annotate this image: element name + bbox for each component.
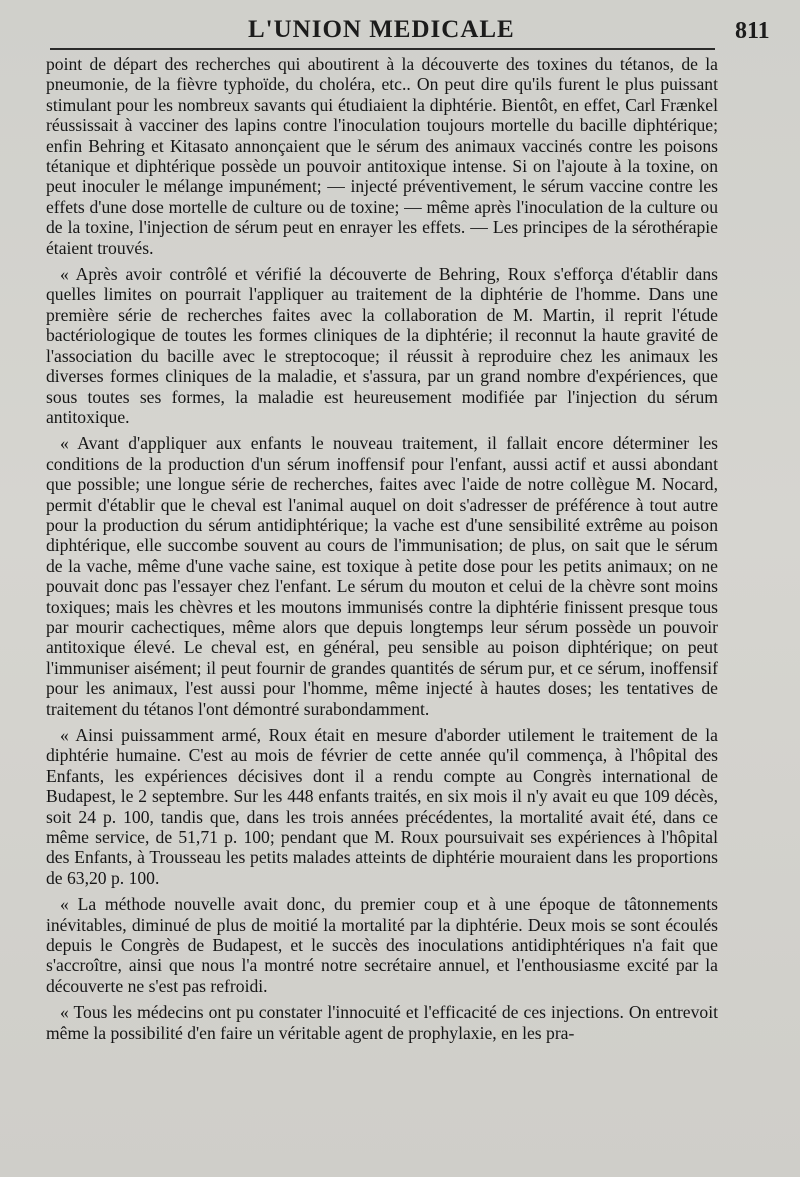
paragraph-1: point de départ des recherches qui aboutirent à la découverte des toxines du tétanos, de la pneumonie, de la fièvre typhoïde, du choléra, etc.. On peut dire qu'ils furent le plus puissant stimulant pour les nombreux savants qui étudiaient la diphtérie. Bientôt, en effet, Carl Frænkel réussissait à vacciner des lapins contre l'inoculation toujours mortelle du bacille diphtérique; enfin Behring et Kitasato annonçaient que le sérum des animaux vaccinés contre les poisons tétanique et diphtérique possède un pouvoir antitoxique intense. Si on l'ajoute à la toxine, on peut inoculer le mélange impunément; — injecté préventivement, le sérum vaccine contre les effets d'une dose mortelle de culture ou de toxine; — même après l'inoculation de la culture ou de la toxine, l'injection de sérum peut en enrayer les effets. — Les principes de la sérothérapie étaient trouvés. (46, 54, 718, 258)
article-body (46, 54, 718, 1043)
header-rule (50, 48, 715, 50)
running-head (0, 14, 800, 48)
paragraph-5: « La méthode nouvelle avait donc, du premier coup et à une époque de tâtonnements inévitables, diminué de plus de moitié la mortalité par la diphtérie. Deux mois se sont écoulés depuis le Congrès de Budapest, et le succès des inoculations antidiphtériques n'a fait que s'accroître, ainsi que nous l'a montré notre secrétaire annuel, et l'enthousiasme excité par la découverte ne s'est pas refroidi. (46, 894, 718, 996)
paragraph-2: « Après avoir contrôlé et vérifié la découverte de Behring, Roux s'efforça d'établir dans quelles limites on pourrait l'appliquer au traitement de la diphtérie de l'homme. Dans une première série de recherches faites avec la collaboration de M. Martin, il reprit l'étude bactériologique de toutes les formes cliniques de la diphtérie; il reconnut la haute gravité de l'association du bacille avec le streptocoque; il réussit à reproduire chez les animaux les diverses formes cliniques de la maladie, et s'assura, par un grand nombre d'expériences, que sous toutes ses formes, la maladie est heureusement modifiée par l'injection du sérum antitoxique. (46, 264, 718, 427)
paragraph-3: « Avant d'appliquer aux enfants le nouveau traitement, il fallait encore déterminer les conditions de la production d'un sérum inoffensif pour l'enfant, aussi actif et aussi abondant que possible; une longue série de recherches, faites avec l'aide de notre collègue M. Nocard, permit d'établir que le cheval est l'animal auquel on doit s'adresser de préférence à tout autre pour la production du sérum antidiphtérique; la vache est d'une sensibilité extrême au poison diphtérique, elle succombe souvent au cours de l'immunisation; de plus, on sait que le sérum de la vache, même d'une vache saine, est toxique à petite dose pour les petits animaux; on ne pouvait donc pas l'essayer chez l'enfant. Le sérum du mouton et celui de la chèvre sont moins toxiques; mais les chèvres et les moutons immunisés contre la diphtérie finissent presque tous par mourir cachectiques, même alors que depuis longtemps leur sérum possède un pouvoir antitoxique élevé. Le cheval est, en général, peu sensible au poison diphtérique; on peut l'immuniser aisément; il peut fournir de grandes quantités de sérum pur, et ce sérum, inoffensif pour les animaux, l'est aussi pour l'homme, même injecté à hautes doses; les tentatives de traitement du tétanos l'ont démontré surabondamment. (46, 433, 718, 719)
page-number: 811 (735, 18, 770, 44)
paragraph-6: « Tous les médecins ont pu constater l'innocuité et l'efficacité de ces injections. On entrevoit même la possibilité d'en faire un véritable agent de prophylaxie, en les pra- (46, 1002, 718, 1043)
journal-title: L'UNION MEDICALE (248, 16, 515, 43)
paragraph-4: « Ainsi puissamment armé, Roux était en mesure d'aborder utilement le traitement de la diphtérie humaine. C'est au mois de février de cette année qu'il commença, à l'hôpital des Enfants, les expériences décisives dont il a rendu compte au Congrès international de Budapest, le 2 septembre. Sur les 448 enfants traités, en six mois il n'y avait eu que 109 décès, soit 24 p. 100, tandis que, dans les trois années précédentes, la mortalité avait été, dans ce même service, de 51,71 p. 100; pendant que M. Roux poursuivait ses expériences à l'hôpital des Enfants, à Trousseau les petits malades atteints de diphtérie mouraient dans les proportions de 63,20 p. 100. (46, 725, 718, 888)
